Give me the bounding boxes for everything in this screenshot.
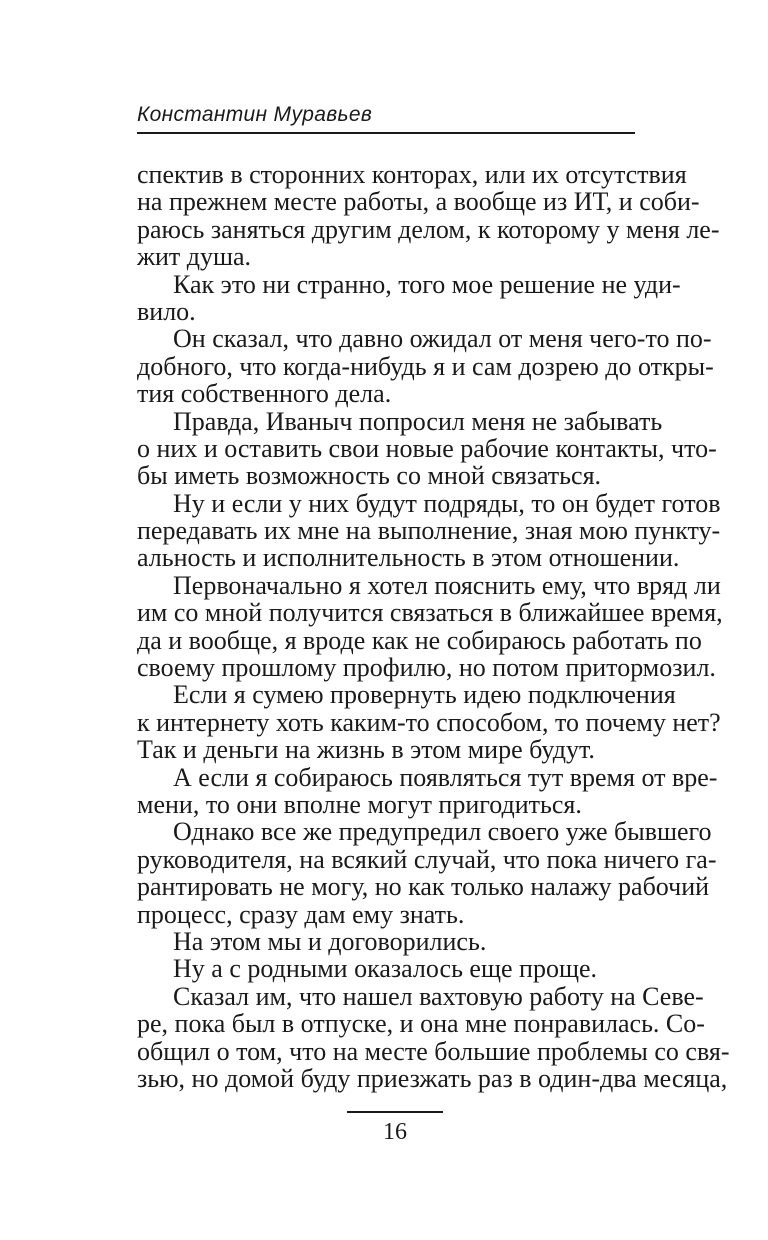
text-line: руководителя, на всякий случай, что пока ничего га- bbox=[137, 844, 717, 874]
text-line: Ну и если у них будут подряды, то он будет готов bbox=[173, 488, 721, 518]
page-number: 16 bbox=[383, 1119, 407, 1145]
text-line: общил о том, что на месте большие проблемы со свя- bbox=[137, 1036, 730, 1066]
text-line: процесс, сразу дам ему знать. bbox=[137, 899, 465, 929]
body-text bbox=[137, 160, 730, 1093]
text-line: мени, то они вполне могут пригодиться. bbox=[137, 789, 582, 819]
text-line: Первоначально я хотел пояснить ему, что вряд ли bbox=[173, 570, 721, 600]
text-line: да и вообще, я вроде как не собираюсь работать по bbox=[137, 625, 702, 655]
text-line: своему прошлому профилю, но потом притормозил. bbox=[137, 653, 716, 683]
text-line: Как это ни странно, того мое решение не уди- bbox=[173, 269, 681, 299]
text-line: А если я собираюсь появляться тут время от вре- bbox=[173, 762, 718, 792]
text-line: Правда, Иваныч попросил меня не забывать bbox=[173, 406, 663, 436]
text-line: на прежнем месте работы, а вообще из ИТ, и соби- bbox=[137, 187, 700, 217]
text-line: жит душа. bbox=[137, 242, 252, 272]
text-line: альность и исполнительность в этом отношении. bbox=[137, 543, 680, 573]
text-line: рантировать не могу, но как только налажу рабочий bbox=[137, 872, 710, 902]
text-line: добного, что когда-нибудь я и сам дозрею до откры- bbox=[137, 351, 714, 381]
text-line: Сказал им, что нашел вахтовую работу на Севе- bbox=[173, 981, 704, 1011]
text-line: спектив в сторонних конторах, или их отсутствия bbox=[137, 160, 687, 189]
text-line: раюсь заняться другим делом, к которому у меня ле- bbox=[137, 214, 720, 244]
text-line: Если я сумею провернуть идею подключения bbox=[173, 680, 676, 710]
text-line: Однако все же предупредил своего уже бывшего bbox=[173, 817, 712, 847]
header-rule bbox=[137, 132, 635, 134]
text-line: Так и деньги на жизнь в этом мире будут. bbox=[137, 735, 595, 765]
footer-rule bbox=[347, 1111, 443, 1113]
text-line: о них и оставить свои новые рабочие контакты, что- bbox=[137, 433, 717, 463]
text-line: На этом мы и договорились. bbox=[173, 926, 487, 956]
text-line: бы иметь возможность со мной связаться. bbox=[137, 461, 602, 491]
text-line: Он сказал, что давно ожидал от меня чего-то по- bbox=[173, 324, 712, 354]
running-head-author: Константин Муравьев bbox=[137, 103, 373, 126]
text-line: зью, но домой буду приезжать раз в один-два месяца, bbox=[137, 1063, 728, 1093]
text-line: тия собственного дела. bbox=[137, 379, 392, 409]
text-line: ре, пока был в отпуске, и она мне понравилась. Со- bbox=[137, 1009, 705, 1039]
text-line: к интернету хоть каким-то способом, то почему нет? bbox=[137, 707, 721, 737]
text-line: им со мной получится связаться в ближайшее время, bbox=[137, 598, 723, 628]
text-line: передавать их мне на выполнение, зная мою пункту- bbox=[137, 516, 721, 546]
text-line: Ну а с родными оказалось еще проще. bbox=[173, 954, 597, 984]
text-line: вило. bbox=[137, 296, 196, 326]
